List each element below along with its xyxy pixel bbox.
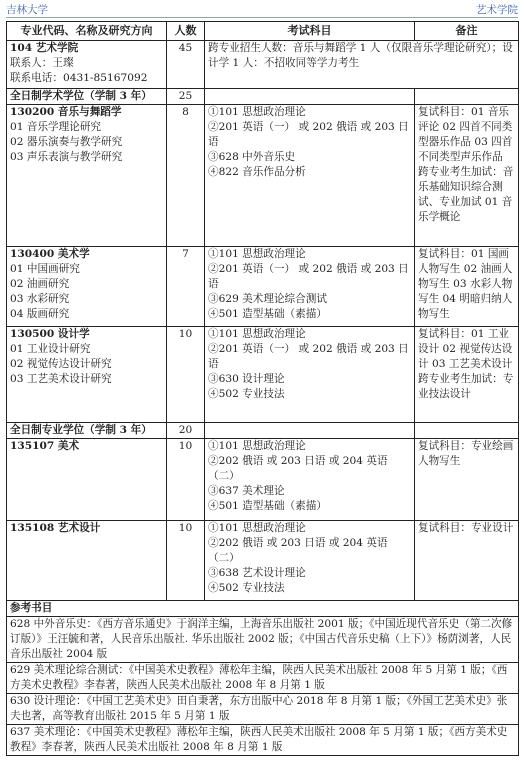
- note-item: 复试科目：专业绘画人物写生: [418, 440, 514, 467]
- note-item: 跨专业考生加试：音乐基础知识综合测试、专业加试 01 音乐学概论: [418, 166, 514, 223]
- major-row: [7, 521, 519, 601]
- major-count: 7: [167, 247, 205, 327]
- exam-item: ②202 俄语 或 203 日语 或 204 英语（二）: [208, 455, 388, 482]
- school-name-header: 艺术学院: [476, 4, 518, 16]
- major-count: 8: [167, 105, 205, 247]
- direction: 02 油画研究: [10, 278, 70, 290]
- direction: 01 工业设计研究: [10, 343, 91, 355]
- direction: 02 视觉传达设计研究: [10, 358, 112, 370]
- exam-item: ③630 设计理论: [208, 373, 285, 385]
- exam-item: ②201 英语（一） 或 202 俄语 或 203 日语: [208, 263, 409, 290]
- exam-item: ①101 思想政治理论: [208, 248, 306, 260]
- section-academic-label: 全日制学术学位（学制 3 年）: [7, 89, 167, 105]
- major-title: 135108 艺术设计: [10, 522, 101, 534]
- school-row: [7, 41, 519, 89]
- exam-item: ②201 英语（一） 或 202 俄语 或 203 日语: [208, 121, 409, 148]
- major-notes: [415, 247, 519, 327]
- exam-item: ①101 思想政治理论: [208, 440, 306, 452]
- reference-row: [7, 663, 519, 694]
- major-info: [7, 439, 167, 521]
- major-info: [7, 521, 167, 601]
- major-count: 10: [167, 521, 205, 601]
- major-exams: [205, 327, 415, 423]
- reference-row: [7, 617, 519, 663]
- direction: 02 器乐演奏与教学研究: [10, 136, 123, 148]
- reference-row: [7, 694, 519, 725]
- school-info: [7, 41, 167, 89]
- col-header-notes: 备注: [415, 22, 519, 41]
- reference-row: [7, 725, 519, 756]
- exam-item: ①101 思想政治理论: [208, 106, 306, 118]
- major-notes: [415, 105, 519, 247]
- col-header-count: 人数: [167, 22, 205, 41]
- reference-item: 630 设计理论：《中国工艺美术史》田自秉著，东方出版中心 2018 年 8 月第 1 版；《外国工艺美术史》张夫也著，高等教育出版社 2015 年 5 月第 1 版: [7, 694, 519, 725]
- major-row: [7, 327, 519, 423]
- major-notes: [415, 439, 519, 521]
- major-title: 130200 音乐与舞蹈学: [10, 106, 122, 118]
- direction: 04 版画研究: [10, 308, 70, 320]
- major-title: 135107 美术: [10, 440, 80, 452]
- major-info: [7, 247, 167, 327]
- major-title: 130400 美术学: [10, 248, 90, 260]
- direction: 03 声乐表演与教学研究: [10, 151, 123, 163]
- col-header-exam: 考试科目: [205, 22, 415, 41]
- exam-item: ②202 俄语 或 203 日语 或 204 英语（二）: [208, 537, 388, 564]
- col-header-major: 专业代码、名称及研究方向: [7, 22, 167, 41]
- admissions-table: [6, 21, 519, 756]
- major-notes: [415, 327, 519, 423]
- section-professional-count: 20: [167, 423, 205, 439]
- major-count: 10: [167, 327, 205, 423]
- direction: 03 水彩研究: [10, 293, 70, 305]
- school-phone: 联系电话：0431-85167092: [10, 72, 148, 84]
- note-item: 复试科目：01 国画人物写生 02 油画人物写生 03 水彩人物写生 04 明暗归纳人物写生: [418, 248, 513, 320]
- note-item: 复试科目：01 工业设计 02 视觉传达设计 03 工艺美术设计: [418, 328, 513, 370]
- major-row: [7, 439, 519, 521]
- reference-item: 637 美术理论：《中国美术史教程》薄松年主编，陕西人民美术出版社 2008 年 5 月第 1 版；《西方美术史教程》李春著，陕西人民美术出版社 2008 年 8 月第 1 版: [7, 725, 519, 756]
- references-header-row: [7, 601, 519, 617]
- exam-item: ③629 美术理论综合测试: [208, 293, 327, 305]
- note-item: 复试科目：专业设计: [418, 522, 514, 534]
- page-header: [6, 2, 518, 16]
- section-professional-label: 全日制专业学位（学制 3 年）: [7, 423, 167, 439]
- note-item: 复试科目：01 音乐评论 02 四首不同类型器乐作品 03 四首不同类型声乐作品: [418, 106, 513, 163]
- university-name: 吉林大学: [6, 4, 48, 16]
- section-academic-count: 25: [167, 89, 205, 105]
- header-divider: [6, 17, 518, 18]
- school-count: 45: [167, 41, 205, 89]
- direction: 01 中国画研究: [10, 263, 80, 275]
- major-title: 130500 设计学: [10, 328, 90, 340]
- major-notes: [415, 521, 519, 601]
- exam-item: ①101 思想政治理论: [208, 522, 306, 534]
- direction: 01 音乐学理论研究: [10, 121, 102, 133]
- reference-item: 629 美术理论综合测试：《中国美术史教程》薄松年主编，陕西人民美术出版社 2008 年 5 月第 1 版；《西方美术史教程》李春著，陕西人民美术出版社 2008 年 8 月第 1 版: [7, 663, 519, 694]
- exam-item: ②201 英语（一） 或 202 俄语 或 203 日语: [208, 343, 409, 370]
- exam-item: ①101 思想政治理论: [208, 328, 306, 340]
- references-title: 参考书目: [7, 601, 519, 617]
- section-professional-row: [7, 423, 519, 439]
- exam-item: ④501 造型基础（素描）: [208, 500, 327, 512]
- major-info: [7, 105, 167, 247]
- major-exams: [205, 521, 415, 601]
- exam-item: ③637 美术理论: [208, 485, 285, 497]
- major-exams: [205, 439, 415, 521]
- major-exams: [205, 247, 415, 327]
- major-row: [7, 247, 519, 327]
- major-row: [7, 105, 519, 247]
- exam-item: ④502 专业技法: [208, 388, 285, 400]
- reference-item: 628 中外音乐史：《西方音乐通史》于润洋主编，上海音乐出版社 2001 版；《中国近现代音乐史（第二次修订版）》王汪毓和著，人民音乐出版社. 华乐出版社 2002 版；《中国古代音乐史稿（上下）》杨荫浏著，人民音乐出版社 2004 版: [7, 617, 519, 663]
- major-info: [7, 327, 167, 423]
- school-title: 104 艺术学院: [10, 42, 79, 54]
- note-item: 跨专业考生加试：专业技法设计: [418, 373, 514, 400]
- major-exams: [205, 105, 415, 247]
- section-academic-row: [7, 89, 519, 105]
- exam-item: ③628 中外音乐史: [208, 151, 296, 163]
- exam-item: ④822 音乐作品分析: [208, 166, 306, 178]
- school-contact: 联系人：王璨: [10, 57, 74, 69]
- exam-item: ④501 造型基础（素描）: [208, 308, 327, 320]
- major-count: 10: [167, 439, 205, 521]
- exam-item: ③638 艺术设计理论: [208, 567, 306, 579]
- exam-item: ④502 专业技法: [208, 582, 285, 594]
- table-header-row: [7, 22, 519, 41]
- school-exam-note: 跨专业招生人数：音乐与舞蹈学 1 人（仅限音乐学理论研究）；设计学 1 人：不招收同等学力考生: [205, 41, 519, 89]
- direction: 03 工艺美术设计研究: [10, 373, 112, 385]
